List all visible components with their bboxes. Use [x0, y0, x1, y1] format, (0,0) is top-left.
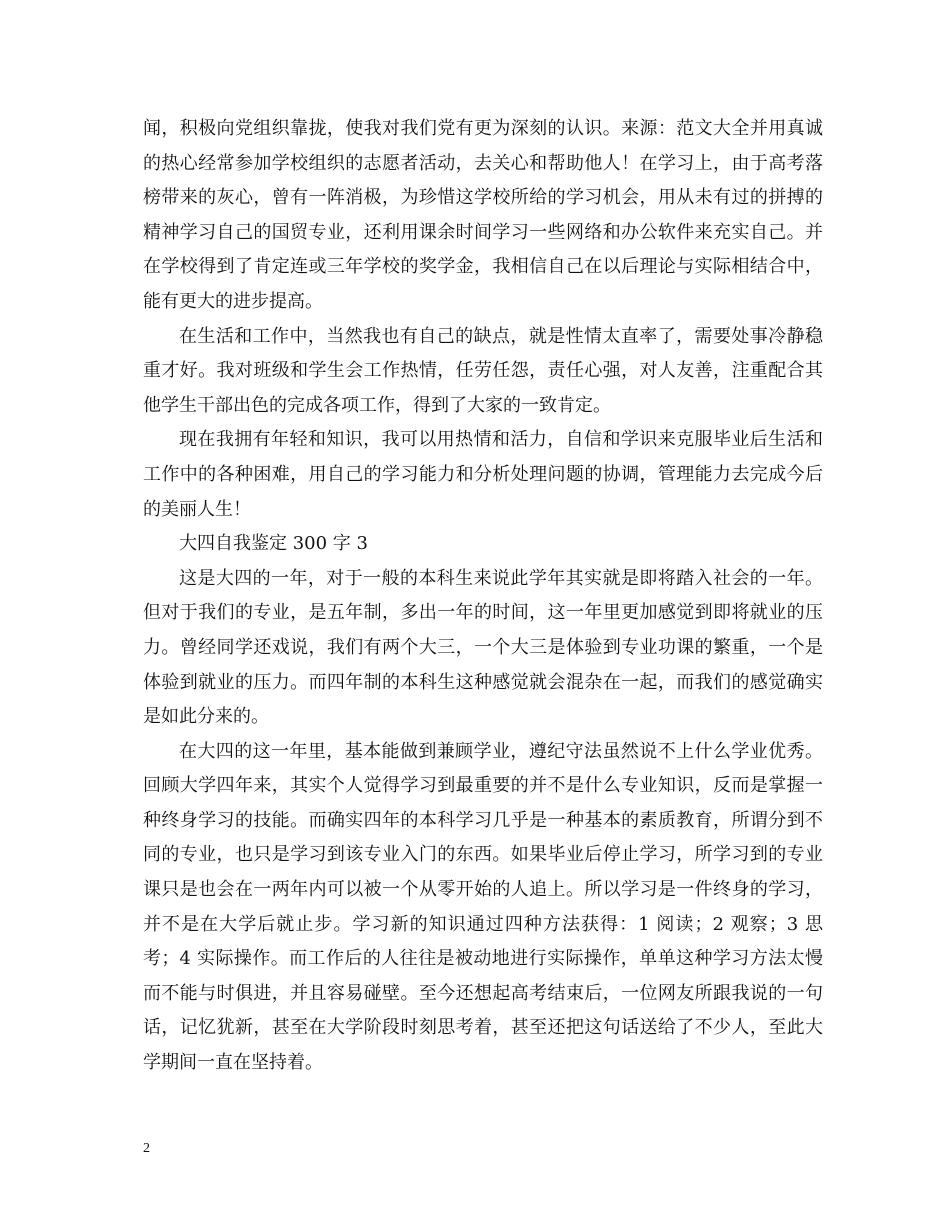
section-heading: 大四自我鉴定 300 字 3: [179, 533, 368, 555]
paragraph-3: 现在我拥有年轻和知识，我可以用热情和活力，自信和学识来克服毕业后生活和工作中的各种困难，用自己的学习能力和分析处理问题的协调，管理能力去完成今后的美丽人生！: [143, 429, 823, 520]
paragraph-2: 在生活和工作中，当然我也有自己的缺点，就是性情太直率了，需要处事冷静稳重才好。我对班级和学生会工作热情，任劳任怨，责任心强，对人友善，注重配合其他学生干部出色的完成各项工作，得到了大家的一致肯定。: [143, 325, 823, 416]
document-body: [143, 112, 823, 1081]
paragraph-5: 在大四的这一年里，基本能做到兼顾学业，遵纪守法虽然说不上什么学业优秀。回顾大学四年来，其实个人觉得学习到最重要的并不是什么专业知识，反而是掌握一种终身学习的技能。而确实四年的本科学习几乎是一种基本的素质教育，所谓分到不同的专业，也只是学习到该专业入门的东西。如果毕业后停止学习，所学习到的专业课只是也会在一两年内可以被一个从零开始的人追上。所以学习是一件终身的学习，并不是在大学后就止步。学习新的知识通过四种方法获得：1 阅读；2 观察；3 思考；4 实际操作。而工作后的人往往是被动地进行实际操作，单单这种学习方法太慢而不能与时俱进，并且容易碰壁。至今还想起高考结束后，一位网友所跟我说的一句话，记忆犹新，甚至在大学阶段时刻思考着，甚至还把这句话送给了不少人，至此大学期间一直在坚持着。: [143, 740, 823, 1074]
page-number: 2: [143, 1141, 150, 1156]
paragraph-4: 这是大四的一年，对于一般的本科生来说此学年其实就是即将踏入社会的一年。但对于我们的专业，是五年制，多出一年的时间，这一年里更加感觉到即将就业的压力。曾经同学还戏说，我们有两个大三，一个大三是体验到专业功课的繁重，一个是体验到就业的压力。而四年制的本科生这种感觉就会混杂在一起，而我们的感觉确实是如此分来的。: [143, 567, 823, 728]
paragraph-1: 闻，积极向党组织靠拢，使我对我们党有更为深刻的认识。来源：范文大全并用真诚的热心经常参加学校组织的志愿者活动，去关心和帮助他人！在学习上，由于高考落榜带来的灰心，曾有一阵消极，为珍惜这学校所给的学习机会，用从未有过的拼搏的精神学习自己的国贸专业，还利用课余时间学习一些网络和办公软件来充实自己。并在学校得到了肯定连或三年学校的奖学金，我相信自己在以后理论与实际相结合中，能有更大的进步提高。: [143, 118, 823, 312]
